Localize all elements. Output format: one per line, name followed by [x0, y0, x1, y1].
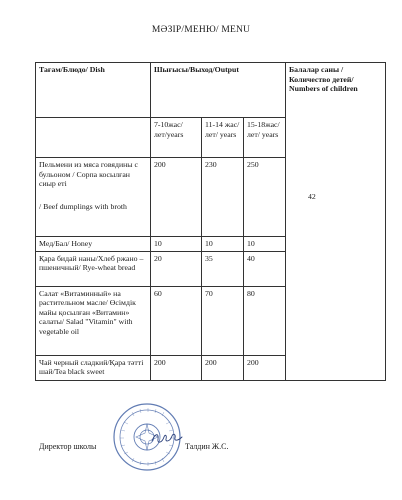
output-value: 35	[202, 251, 244, 286]
output-value: 200	[151, 158, 202, 237]
dish-name: Салат «Витаминный» на растительном масле/ Өсімдік майы қосылған «Витамин» салаты/ Salad "Vitamin" with vegetable oil	[36, 286, 151, 355]
children-count: 42	[308, 192, 316, 201]
page-title: МӘЗІР/МЕНЮ/ MENU	[151, 25, 251, 35]
output-header: Шығысы/Выход/Output	[151, 63, 286, 118]
dish-name: Қара бидай наны/Хлеб ржано – пшеничный/ Rye-wheat bread	[36, 251, 151, 286]
output-value: 200	[151, 355, 202, 380]
director-name: Талдин Ж.С.	[185, 442, 229, 451]
dish-header: Тағам/Блюдо/ Dish	[36, 63, 151, 118]
dish-name-english: / Beef dumplings with broth	[39, 201, 127, 211]
signature-block	[0, 435, 402, 485]
output-value: 80	[244, 286, 286, 355]
dish-name: Мед/Бал/ Honey	[36, 237, 151, 252]
output-value: 230	[202, 158, 244, 237]
signature-icon	[150, 429, 184, 447]
output-value: 10	[151, 237, 202, 252]
dish-name: Чай черный сладкий/Қара тәтті шай/Tea black sweet	[36, 355, 151, 380]
output-value: 20	[151, 251, 202, 286]
children-header: Балалар саны /Количество детей/ Numbers of children	[289, 65, 358, 93]
output-value: 250	[244, 158, 286, 237]
empty-cell	[36, 118, 151, 158]
dish-name-main: Пельмени из мяса говядины с бульоном / Сорпа косылған сиыр еті	[39, 160, 138, 188]
output-value: 40	[244, 251, 286, 286]
output-value: 200	[202, 355, 244, 380]
children-header-column	[286, 63, 386, 381]
age-group-7-10: 7-10жас/лет/years	[151, 118, 202, 158]
dish-name	[36, 158, 151, 237]
director-label: Директор школы	[39, 442, 97, 451]
output-value: 60	[151, 286, 202, 355]
output-value: 10	[244, 237, 286, 252]
menu-table	[35, 62, 386, 381]
output-value: 70	[202, 286, 244, 355]
age-group-11-14: 11-14 жас/лет/ years	[202, 118, 244, 158]
table-header-row	[36, 63, 386, 118]
output-value: 200	[244, 355, 286, 380]
age-group-15-18: 15-18жас/лет/ years	[244, 118, 286, 158]
output-value: 10	[202, 237, 244, 252]
